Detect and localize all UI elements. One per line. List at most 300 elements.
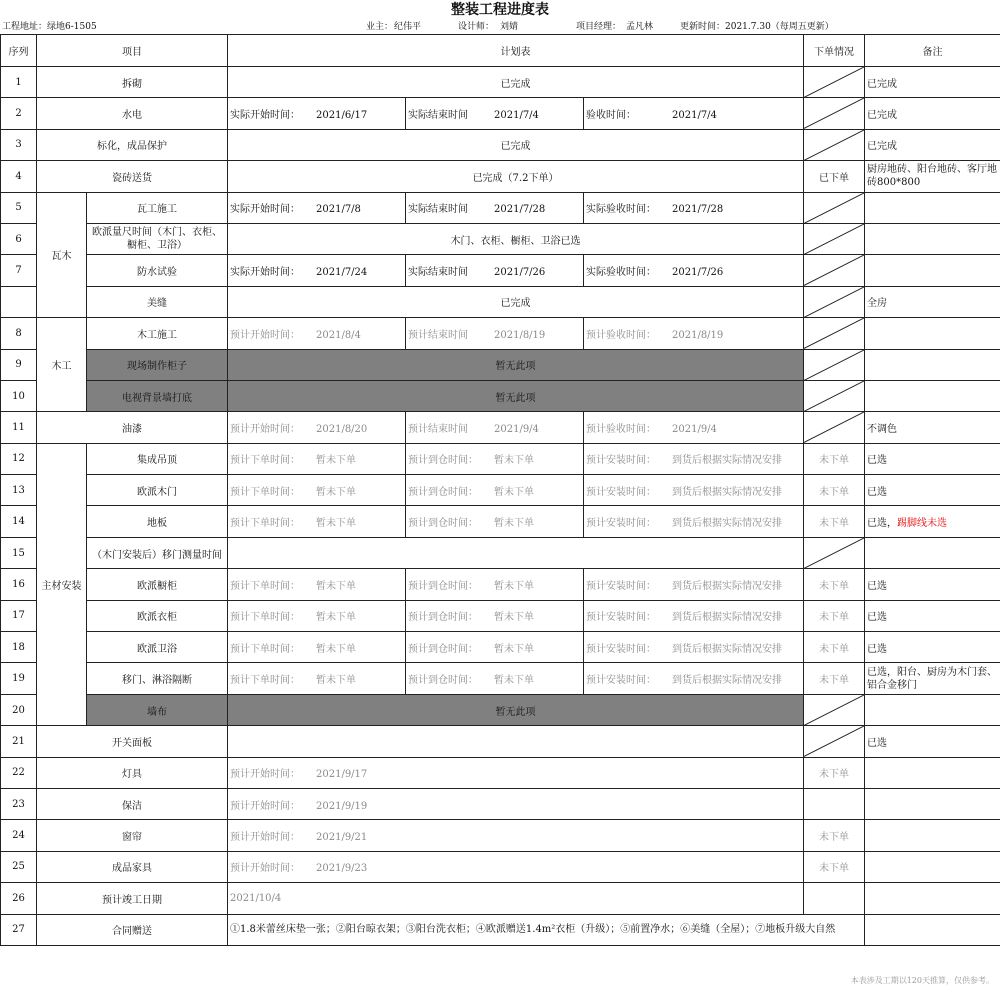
plan-start [228, 318, 406, 349]
plan-label: 预计下单时间： [230, 580, 300, 592]
order-empty [804, 380, 865, 411]
row-seq: 23 [1, 788, 37, 819]
row-note: 已选 [865, 475, 1000, 506]
slash-mark [804, 193, 864, 223]
plan-value: 2021/8/19 [494, 329, 546, 341]
plan-label: 实际结束时间 [408, 204, 468, 216]
order-empty [804, 726, 865, 757]
plan-value: 2021/8/4 [316, 329, 361, 341]
plan-value: 暂未下单 [316, 675, 356, 687]
row-plan: ①1.8米蕾丝床垫一张；②阳台晾衣架；③阳台洗衣柜；④欧派赠送1.4m²衣柜（升级）；⑤前置净水；⑥美缝（全屋）；⑦地板升级大自然 [228, 914, 865, 945]
slash-mark [804, 412, 864, 442]
plan-value: 2021/9/23 [316, 863, 368, 875]
order-empty [804, 192, 865, 223]
row-item: 成品家具 [37, 851, 228, 882]
row-seq: 5 [1, 192, 37, 223]
table-row [1, 757, 1000, 788]
plan-label: 实际结束时间 [408, 267, 468, 279]
plan-end [406, 318, 584, 349]
plan-label: 预计结束时间 [408, 329, 468, 341]
row-plan: 暂无此项 [228, 349, 804, 380]
progress-table [0, 34, 1000, 946]
row-note [865, 223, 1000, 254]
row-note: 已完成 [865, 67, 1000, 98]
plan-value: 2021/9/4 [672, 423, 717, 435]
plan-label: 预计安装时间： [586, 486, 656, 498]
row-item: 地板 [87, 506, 228, 537]
table-row [1, 129, 1000, 160]
row-seq: 13 [1, 475, 37, 506]
plan-label: 预计安装时间： [586, 675, 656, 687]
plan-arrive [406, 506, 584, 537]
designer-label: 设计师： [458, 22, 495, 32]
plan-start [228, 255, 406, 286]
row-plan: 已完成（7.2下单） [228, 161, 804, 192]
row-plan: 暂无此项 [228, 380, 804, 411]
order-empty [804, 318, 865, 349]
row-seq: 17 [1, 600, 37, 631]
row-item: 集成吊顶 [87, 443, 228, 474]
table-row [1, 475, 1000, 506]
plan-label: 预计下单时间： [230, 486, 300, 498]
plan-value: 到货后根据实际情况安排 [672, 486, 782, 498]
table-row [1, 223, 1000, 254]
plan-value: 2021/7/28 [672, 204, 724, 216]
plan-end [406, 98, 584, 129]
plan-label: 预计验收时间： [586, 423, 656, 435]
row-seq: 27 [1, 914, 37, 945]
row-note [865, 380, 1000, 411]
plan-check [584, 412, 804, 443]
plan-value: 2021/9/4 [494, 423, 539, 435]
table-row [1, 161, 1000, 192]
plan-install [584, 569, 804, 600]
plan-arrive [406, 600, 584, 631]
header-seq: 序列 [1, 35, 37, 67]
plan-end [406, 192, 584, 223]
row-item: 移门、淋浴隔断 [87, 663, 228, 694]
plan-label: 实际验收时间： [586, 204, 656, 216]
plan-value: 暂未下单 [494, 455, 534, 467]
table-row [1, 537, 1000, 568]
row-plan [228, 757, 804, 788]
row-order: 未下单 [804, 600, 865, 631]
plan-order [228, 443, 406, 474]
row-item: 窗帘 [37, 820, 228, 851]
order-empty [804, 286, 865, 317]
row-note: 已选 [865, 600, 1000, 631]
note-warning: 踢脚线未选 [897, 518, 948, 530]
plan-label: 预计开始时间： [230, 329, 300, 341]
row-note: 不调色 [865, 412, 1000, 443]
owner-name: 纪伟平 [394, 22, 422, 32]
plan-install [584, 663, 804, 694]
plan-value: 2021/7/26 [494, 267, 546, 279]
row-item: 墙布 [87, 694, 228, 725]
update-time: 更新时间：2021.7.30（每周五更新） [680, 22, 834, 32]
slash-mark [804, 67, 864, 97]
group-wamu: 瓦木 [37, 192, 87, 318]
plan-label: 实际开始时间： [230, 110, 300, 122]
row-order: 未下单 [804, 569, 865, 600]
plan-order [228, 600, 406, 631]
row-plan: 木门、衣柜、橱柜、卫浴已选 [228, 223, 804, 254]
row-note [865, 883, 1000, 914]
plan-value: 2021/7/26 [672, 267, 724, 279]
order-empty [804, 349, 865, 380]
header-item: 项目 [37, 35, 228, 67]
row-plan [228, 788, 804, 819]
row-order: 未下单 [804, 506, 865, 537]
plan-label: 预计到仓时间： [408, 455, 478, 467]
plan-label: 实际结束时间 [408, 110, 468, 122]
slash-mark [804, 538, 864, 568]
plan-label: 预计到仓时间： [408, 612, 478, 624]
row-note: 全房 [865, 286, 1000, 317]
row-seq: 16 [1, 569, 37, 600]
plan-label: 预计到仓时间： [408, 580, 478, 592]
row-item: 防水试验 [87, 255, 228, 286]
slash-mark [804, 224, 864, 254]
plan-value: 2021/9/17 [316, 769, 368, 781]
row-item: 灯具 [37, 757, 228, 788]
row-note [865, 192, 1000, 223]
row-note [865, 537, 1000, 568]
group-mugong: 木工 [37, 318, 87, 412]
row-note: 已选 [865, 726, 1000, 757]
plan-label: 预计验收时间： [586, 329, 656, 341]
row-item: 标化，成品保护 [37, 129, 228, 160]
plan-label: 实际开始时间： [230, 204, 300, 216]
table-row [1, 255, 1000, 286]
row-seq: 22 [1, 757, 37, 788]
row-order: 未下单 [804, 757, 865, 788]
table-row [1, 694, 1000, 725]
row-note: 已选，阳台、厨房为木门套、铝合金移门 [865, 663, 1000, 694]
plan-value: 暂未下单 [494, 643, 534, 655]
row-note [865, 757, 1000, 788]
order-empty [804, 537, 865, 568]
footnote: 本表涉及工期以120天推算，仅供参考。 [850, 976, 994, 985]
row-seq: 26 [1, 883, 37, 914]
plan-value: 暂未下单 [316, 455, 356, 467]
plan-value: 暂未下单 [316, 486, 356, 498]
row-item: 合同赠送 [37, 914, 228, 945]
table-row [1, 663, 1000, 694]
row-seq: 21 [1, 726, 37, 757]
page-title: 整装工程进度表 [451, 2, 549, 18]
table-row [1, 883, 1000, 914]
plan-label: 验收时间： [586, 110, 636, 122]
table-row [1, 318, 1000, 349]
row-seq [1, 286, 37, 317]
row-item: 预计竣工日期 [37, 883, 228, 914]
row-order: 已下单 [804, 161, 865, 192]
row-seq: 6 [1, 223, 37, 254]
plan-check [584, 255, 804, 286]
plan-start [228, 412, 406, 443]
row-plan: 已完成 [228, 67, 804, 98]
row-seq: 14 [1, 506, 37, 537]
row-item: 欧派量尺时间（木门、衣柜、橱柜、卫浴） [87, 223, 228, 254]
plan-install [584, 443, 804, 474]
plan-check [584, 98, 804, 129]
plan-value: 到货后根据实际情况安排 [672, 455, 782, 467]
table-row [1, 600, 1000, 631]
table-row [1, 380, 1000, 411]
header-plan: 计划表 [228, 35, 804, 67]
plan-label: 预计开始时间： [230, 832, 300, 844]
row-note [865, 506, 1000, 537]
row-item: 欧派卫浴 [87, 632, 228, 663]
manager-label: 项目经理： [576, 22, 622, 32]
row-note [865, 820, 1000, 851]
plan-label: 预计安装时间： [586, 612, 656, 624]
table-row [1, 349, 1000, 380]
row-note [865, 914, 1000, 945]
row-item: 欧派衣柜 [87, 600, 228, 631]
row-order: 未下单 [804, 632, 865, 663]
table-row [1, 98, 1000, 129]
row-seq: 11 [1, 412, 37, 443]
plan-value: 暂未下单 [316, 518, 356, 530]
row-plan [228, 851, 804, 882]
plan-install [584, 600, 804, 631]
plan-label: 预计下单时间： [230, 455, 300, 467]
plan-arrive [406, 475, 584, 506]
slash-mark [804, 98, 864, 128]
designer-name: 刘婧 [500, 22, 519, 32]
plan-label: 预计结束时间 [408, 423, 468, 435]
order-empty [804, 129, 865, 160]
plan-end [406, 255, 584, 286]
plan-arrive [406, 663, 584, 694]
order-empty [804, 223, 865, 254]
note-text: 已选， [867, 518, 898, 530]
plan-order [228, 569, 406, 600]
table-row [1, 820, 1000, 851]
row-order: 未下单 [804, 443, 865, 474]
plan-label: 预计开始时间： [230, 863, 300, 875]
slash-mark [804, 726, 864, 756]
plan-check [584, 192, 804, 223]
row-note [865, 788, 1000, 819]
plan-start [228, 192, 406, 223]
project-address: 工程地址：绿地6-1505 [2, 22, 97, 32]
row-item: 瓷砖送货 [37, 161, 228, 192]
plan-label: 预计安装时间： [586, 455, 656, 467]
plan-value: 暂未下单 [316, 643, 356, 655]
plan-install [584, 506, 804, 537]
row-seq: 7 [1, 255, 37, 286]
plan-label: 预计开始时间： [230, 769, 300, 781]
row-plan: 已完成 [228, 129, 804, 160]
slash-mark [804, 695, 864, 725]
table-row [1, 192, 1000, 223]
plan-install [584, 632, 804, 663]
plan-value: 2021/6/17 [316, 110, 368, 122]
row-note [865, 255, 1000, 286]
row-note: 厨房地砖、阳台地砖、客厅地砖800*800 [865, 161, 1000, 192]
row-item: 木工施工 [87, 318, 228, 349]
plan-label: 预计安装时间： [586, 518, 656, 530]
row-note [865, 694, 1000, 725]
table-row [1, 914, 1000, 945]
row-plan: 已完成 [228, 286, 804, 317]
table-row [1, 286, 1000, 317]
row-seq: 1 [1, 67, 37, 98]
row-seq: 24 [1, 820, 37, 851]
row-seq: 12 [1, 443, 37, 474]
plan-label: 预计下单时间： [230, 612, 300, 624]
plan-order [228, 663, 406, 694]
row-note [865, 318, 1000, 349]
plan-order [228, 506, 406, 537]
plan-value: 暂未下单 [494, 675, 534, 687]
table-row [1, 632, 1000, 663]
plan-value: 2021/8/19 [672, 329, 724, 341]
slash-mark [804, 381, 864, 411]
row-item: 油漆 [37, 412, 228, 443]
row-order: 未下单 [804, 820, 865, 851]
row-note: 已完成 [865, 98, 1000, 129]
manager-name: 孟凡林 [626, 22, 654, 32]
row-seq: 4 [1, 161, 37, 192]
plan-value: 暂未下单 [494, 486, 534, 498]
slash-mark [804, 350, 864, 380]
row-note: 已选 [865, 632, 1000, 663]
row-seq: 25 [1, 851, 37, 882]
row-plan [228, 537, 804, 568]
plan-value: 暂未下单 [494, 612, 534, 624]
plan-arrive [406, 443, 584, 474]
slash-mark [804, 287, 864, 317]
plan-order [228, 632, 406, 663]
row-seq: 8 [1, 318, 37, 349]
table-row [1, 67, 1000, 98]
plan-label: 预计到仓时间： [408, 675, 478, 687]
row-order: 未下单 [804, 851, 865, 882]
plan-label: 实际开始时间： [230, 267, 300, 279]
row-seq: 2 [1, 98, 37, 129]
row-seq: 15 [1, 537, 37, 568]
owner-label: 业主： [366, 22, 394, 32]
row-item: 现场制作柜子 [87, 349, 228, 380]
plan-install [584, 475, 804, 506]
plan-arrive [406, 632, 584, 663]
header-order: 下单情况 [804, 35, 865, 67]
row-order [804, 788, 865, 819]
plan-value: 到货后根据实际情况安排 [672, 643, 782, 655]
plan-value: 暂未下单 [316, 612, 356, 624]
slash-mark [804, 130, 864, 160]
row-note: 已完成 [865, 129, 1000, 160]
order-empty [804, 98, 865, 129]
row-plan: 2021/10/4 [228, 883, 804, 914]
group-zhucai: 主材安装 [37, 443, 87, 726]
row-item: 欧派木门 [87, 475, 228, 506]
plan-label: 实际验收时间： [586, 267, 656, 279]
plan-value: 2021/7/24 [316, 267, 368, 279]
row-item: 欧派橱柜 [87, 569, 228, 600]
plan-value: 暂未下单 [494, 580, 534, 592]
table-row [1, 443, 1000, 474]
plan-value: 2021/7/4 [494, 110, 539, 122]
plan-value: 到货后根据实际情况安排 [672, 580, 782, 592]
plan-value: 2021/7/4 [672, 110, 717, 122]
plan-label: 预计到仓时间： [408, 518, 478, 530]
order-empty [804, 255, 865, 286]
row-seq: 10 [1, 380, 37, 411]
row-plan [228, 726, 804, 757]
row-seq: 18 [1, 632, 37, 663]
table-row [1, 569, 1000, 600]
plan-label: 预计开始时间： [230, 423, 300, 435]
plan-value: 2021/9/19 [316, 800, 368, 812]
order-empty [804, 67, 865, 98]
plan-label: 预计安装时间： [586, 643, 656, 655]
plan-label: 预计到仓时间： [408, 486, 478, 498]
header-row [1, 35, 1000, 67]
plan-value: 到货后根据实际情况安排 [672, 612, 782, 624]
row-order [804, 883, 865, 914]
order-empty [804, 694, 865, 725]
row-item: 瓦工施工 [87, 192, 228, 223]
plan-value: 到货后根据实际情况安排 [672, 518, 782, 530]
row-seq: 9 [1, 349, 37, 380]
row-seq: 20 [1, 694, 37, 725]
plan-start [228, 98, 406, 129]
row-item: 美缝 [87, 286, 228, 317]
row-item: 保洁 [37, 788, 228, 819]
row-order: 未下单 [804, 475, 865, 506]
plan-order [228, 475, 406, 506]
plan-label: 预计下单时间： [230, 643, 300, 655]
row-item: 水电 [37, 98, 228, 129]
row-seq: 3 [1, 129, 37, 160]
plan-value: 暂未下单 [316, 580, 356, 592]
table-row [1, 506, 1000, 537]
row-item: 开关面板 [37, 726, 228, 757]
plan-label: 预计开始时间： [230, 800, 300, 812]
row-note [865, 851, 1000, 882]
plan-value: 到货后根据实际情况安排 [672, 675, 782, 687]
row-note: 已选 [865, 443, 1000, 474]
order-empty [804, 412, 865, 443]
row-item: 电视背景墙打底 [87, 380, 228, 411]
table-row [1, 412, 1000, 443]
row-item: 拆砌 [37, 67, 228, 98]
plan-value: 2021/9/21 [316, 832, 368, 844]
plan-arrive [406, 569, 584, 600]
row-item: （木门安装后）移门测量时间 [87, 537, 228, 568]
plan-label: 预计下单时间： [230, 675, 300, 687]
table-row [1, 726, 1000, 757]
plan-value: 2021/7/8 [316, 204, 361, 216]
row-note: 已选 [865, 569, 1000, 600]
row-order: 未下单 [804, 663, 865, 694]
row-plan [228, 820, 804, 851]
plan-label: 预计下单时间： [230, 518, 300, 530]
slash-mark [804, 255, 864, 285]
row-note [865, 349, 1000, 380]
header-note: 备注 [865, 35, 1000, 67]
plan-check [584, 318, 804, 349]
plan-value: 暂未下单 [494, 518, 534, 530]
plan-end [406, 412, 584, 443]
table-row [1, 851, 1000, 882]
table-row [1, 788, 1000, 819]
